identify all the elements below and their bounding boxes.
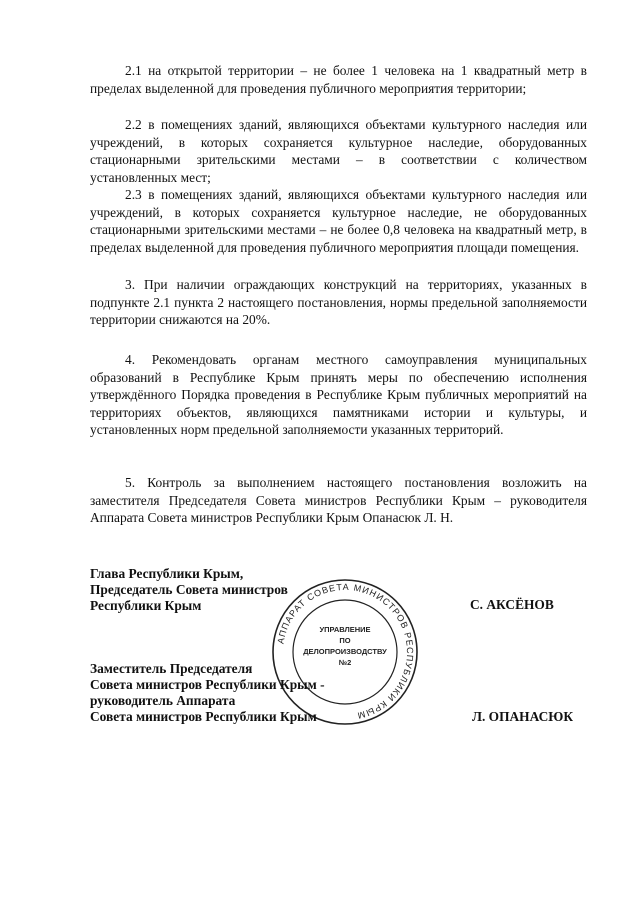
item-5: 5. Контроль за выполнением настоящего постановления возложить на заместителя Председателя Совета министров Республики Крым – руководителя Аппарата Совета министров Республики Крым Опанасюк Л. Н. — [90, 475, 587, 526]
stamp-ring-text: АППАРАТ СОВЕТА МИНИСТРОВ РЕСПУБЛИКИ КРЫМ — [275, 581, 416, 721]
stamp-line: ДЕЛОПРОИЗВОДСТВУ — [303, 647, 387, 656]
stamp-line: ПО — [339, 636, 351, 645]
signature-line: Председатель Совета министров — [90, 582, 288, 597]
item-2-2: 2.2 в помещениях зданий, являющихся объектами культурного наследия или учреждений, в которых сохраняется культурное наследие, оборудованных стационарными зрительскими местами – в соответствии с количеством установленных мест; — [90, 117, 587, 185]
signature-line: Совета министров Республики Крым — [90, 709, 317, 724]
item-2-3: 2.3 в помещениях зданий, являющихся объектами культурного наследия или учреждений, в которых сохраняется культурное наследие, не оборудованных стационарными зрительскими местами – не более 0,8 человека на квадратный метр, в пределах выделенной для проведения публичного мероприятия площади помещения. — [90, 187, 587, 255]
signature-line: Совета министров Республики Крым - — [90, 677, 325, 692]
signatory-name-aksenov: С. АКСЁНОВ — [470, 597, 554, 612]
stamp-line: №2 — [338, 658, 352, 667]
item-2-1: 2.1 на открытой территории – не более 1 человека на 1 квадратный метр в пределах выделенной для проведения публичного мероприятия территории; — [90, 63, 587, 96]
item-4: 4. Рекомендовать органам местного самоуправления муниципальных образований в Республике Крым принять меры по обеспечению исполнения утверждённого Порядка проведения в Республике Крым публичных мероприятий на территориях объектов, являющихся памятниками истории и культуры, и установленных норм предельной заполняемости указанных территорий. — [90, 352, 587, 438]
item-3: 3. При наличии ограждающих конструкций на территориях, указанных в подпункте 2.1 пункта 2 настоящего постановления, нормы предельной заполняемости территории снижаются на 20%. — [90, 277, 587, 328]
signature-line: Заместитель Председателя — [90, 661, 253, 676]
signature-line: Республики Крым — [90, 598, 202, 613]
signature-line: Глава Республики Крым, — [90, 566, 244, 581]
signatory-name-opanasyuk: Л. ОПАНАСЮК — [472, 709, 574, 724]
signature-block-head — [90, 566, 288, 614]
signature-block-deputy — [90, 661, 325, 725]
stamp-line: УПРАВЛЕНИЕ — [319, 625, 371, 634]
signature-line: руководитель Аппарата — [90, 693, 236, 708]
